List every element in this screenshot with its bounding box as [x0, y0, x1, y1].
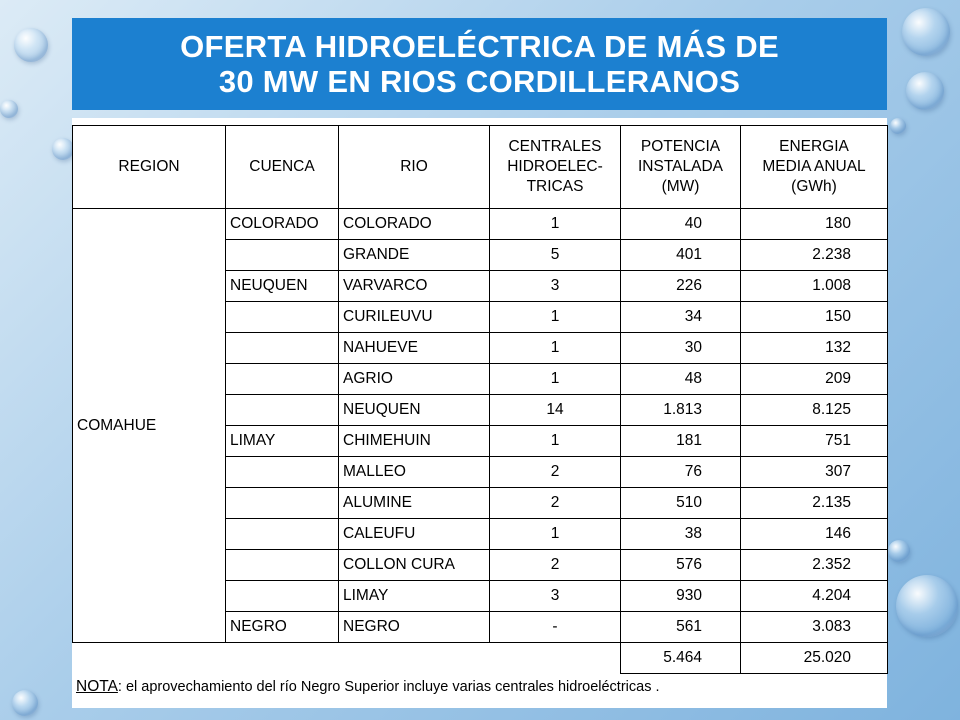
rio-cell: NEGRO [339, 612, 490, 643]
header-centrales-line: HIDROELEC- [507, 158, 603, 175]
water-drop-decoration [888, 540, 910, 562]
water-drop-decoration [896, 575, 958, 637]
centrales-cell: 1 [490, 302, 621, 333]
slide-title [72, 18, 887, 110]
header-energia-line: ENERGIA [779, 138, 849, 155]
totals-row [73, 643, 888, 674]
potencia-cell: 38 [621, 519, 741, 550]
water-drop-decoration [52, 138, 74, 160]
header-centrales-line: TRICAS [526, 178, 584, 195]
cuenca-cell [226, 302, 339, 333]
header-energia-line: MEDIA ANUAL [762, 158, 866, 175]
centrales-cell: 2 [490, 457, 621, 488]
potencia-cell: 576 [621, 550, 741, 581]
cuenca-cell: NEUQUEN [226, 271, 339, 302]
water-drop-decoration [12, 690, 38, 716]
table-row [73, 209, 888, 240]
header-cuenca: CUENCA [226, 126, 339, 209]
cuenca-cell [226, 550, 339, 581]
energia-cell: 2.352 [741, 550, 888, 581]
energia-cell: 8.125 [741, 395, 888, 426]
rio-cell: COLLON CURA [339, 550, 490, 581]
water-drop-decoration [890, 118, 906, 134]
centrales-cell: 2 [490, 550, 621, 581]
energia-cell: 150 [741, 302, 888, 333]
energia-cell: 307 [741, 457, 888, 488]
totals-blank [73, 643, 226, 674]
title-line-2: 30 MW EN RIOS CORDILLERANOS [218, 64, 741, 99]
potencia-cell: 76 [621, 457, 741, 488]
cuenca-cell [226, 240, 339, 271]
header-potencia [621, 126, 741, 209]
header-potencia-line: INSTALADA [638, 158, 723, 175]
rio-cell: LIMAY [339, 581, 490, 612]
potencia-cell: 34 [621, 302, 741, 333]
rio-cell: VARVARCO [339, 271, 490, 302]
cuenca-cell [226, 457, 339, 488]
energia-cell: 2.238 [741, 240, 888, 271]
centrales-cell: 1 [490, 209, 621, 240]
header-region: REGION [73, 126, 226, 209]
cuenca-cell: LIMAY [226, 426, 339, 457]
rio-cell: AGRIO [339, 364, 490, 395]
rio-cell: CURILEUVU [339, 302, 490, 333]
water-drop-decoration [906, 72, 944, 110]
energia-cell: 146 [741, 519, 888, 550]
rio-cell: MALLEO [339, 457, 490, 488]
header-potencia-line: POTENCIA [640, 138, 721, 155]
potencia-cell: 930 [621, 581, 741, 612]
header-centrales-line: CENTRALES [508, 138, 602, 155]
rio-cell: COLORADO [339, 209, 490, 240]
energia-cell: 751 [741, 426, 888, 457]
energia-cell: 209 [741, 364, 888, 395]
header-potencia-line: (MW) [661, 178, 700, 195]
potencia-cell: 48 [621, 364, 741, 395]
water-drop-decoration [14, 28, 48, 62]
centrales-cell: 1 [490, 426, 621, 457]
potencia-cell: 1.813 [621, 395, 741, 426]
cuenca-cell: COLORADO [226, 209, 339, 240]
centrales-cell: 14 [490, 395, 621, 426]
totals-blank [339, 643, 490, 674]
energia-cell: 2.135 [741, 488, 888, 519]
potencia-cell: 40 [621, 209, 741, 240]
centrales-cell: 5 [490, 240, 621, 271]
cuenca-cell [226, 581, 339, 612]
potencia-cell: 561 [621, 612, 741, 643]
cuenca-cell [226, 364, 339, 395]
header-rio: RIO [339, 126, 490, 209]
footnote [76, 678, 660, 696]
centrales-cell: 1 [490, 519, 621, 550]
energia-cell: 132 [741, 333, 888, 364]
energia-cell: 4.204 [741, 581, 888, 612]
hydro-table [72, 125, 888, 674]
cuenca-cell [226, 519, 339, 550]
footnote-label: NOTA [76, 678, 118, 695]
rio-cell: CALEUFU [339, 519, 490, 550]
totals-blank [226, 643, 339, 674]
energia-cell: 3.083 [741, 612, 888, 643]
table-sheet [72, 118, 887, 708]
potencia-cell: 181 [621, 426, 741, 457]
rio-cell: ALUMINE [339, 488, 490, 519]
table-body [73, 209, 888, 643]
rio-cell: CHIMEHUIN [339, 426, 490, 457]
cuenca-cell [226, 488, 339, 519]
water-drop-decoration [902, 8, 950, 56]
potencia-cell: 510 [621, 488, 741, 519]
header-centrales [490, 126, 621, 209]
rio-cell: NEUQUEN [339, 395, 490, 426]
water-drop-decoration [0, 100, 18, 118]
energia-cell: 1.008 [741, 271, 888, 302]
title-line-1: OFERTA HIDROELÉCTRICA DE MÁS DE [180, 29, 779, 64]
rio-cell: GRANDE [339, 240, 490, 271]
energia-cell: 180 [741, 209, 888, 240]
footnote-separator: : [117, 679, 122, 695]
total-energia: 25.020 [741, 643, 888, 674]
centrales-cell: 1 [490, 364, 621, 395]
centrales-cell: 3 [490, 271, 621, 302]
cuenca-cell [226, 333, 339, 364]
table-header-row [73, 126, 888, 209]
totals-blank [490, 643, 621, 674]
centrales-cell: - [490, 612, 621, 643]
centrales-cell: 2 [490, 488, 621, 519]
header-energia [741, 126, 888, 209]
cuenca-cell: NEGRO [226, 612, 339, 643]
footnote-text: el aprovechamiento del río Negro Superior incluye varias centrales hidroeléctricas . [121, 679, 660, 695]
rio-cell: NAHUEVE [339, 333, 490, 364]
potencia-cell: 401 [621, 240, 741, 271]
potencia-cell: 30 [621, 333, 741, 364]
header-energia-line: (GWh) [791, 178, 837, 195]
cuenca-cell [226, 395, 339, 426]
centrales-cell: 1 [490, 333, 621, 364]
region-cell: COMAHUE [73, 209, 226, 643]
potencia-cell: 226 [621, 271, 741, 302]
centrales-cell: 3 [490, 581, 621, 612]
total-potencia: 5.464 [621, 643, 741, 674]
